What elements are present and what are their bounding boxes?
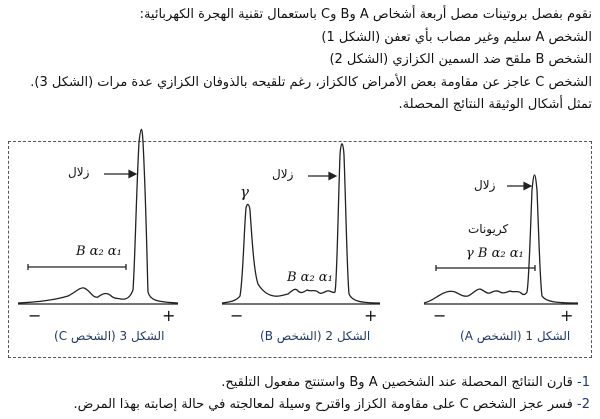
intro-line-1: نقوم بفصل بروتينات مصل أربعة أشخاص A وB وC باستعمال تقنية الهجرة الكهربائية: — [139, 7, 592, 22]
question-2-text: فسر عجز الشخص C على مقاومة الكزاز واقترح وسيلة لمعالجته في حالة إصابته بهذا المرض. — [73, 397, 573, 412]
intro-line-3: الشخص B ملقح ضد السمين الكزازي (الشكل 2) — [329, 52, 592, 67]
question-1-number: 1- — [577, 375, 590, 390]
questions — [6, 372, 590, 416]
graph1-plus-sign: + — [560, 306, 574, 325]
graph2-albumin-label: زلال — [272, 167, 294, 181]
graph3-minus-sign: − — [28, 306, 42, 325]
question-1 — [6, 372, 590, 394]
graph2-plus-sign: + — [364, 306, 378, 325]
graph1-curve — [424, 175, 578, 303]
graph2-minus-sign: − — [230, 306, 244, 325]
graph3-plus-sign: + — [162, 306, 176, 325]
graph3-curve — [18, 129, 178, 303]
graph3-bracket-label: B α₂ α₁ — [76, 244, 122, 259]
question-2 — [6, 394, 590, 416]
graph1-globulins-label: كريونات — [468, 222, 509, 236]
graph1-arrow-head-icon — [524, 183, 531, 190]
graph2-inline-label: B α₂ α₁ — [287, 270, 333, 285]
graph1-bracket-label: γ B α₂ α₁ — [466, 246, 524, 261]
graph3-caption: الشكل 3 (الشخص C) — [54, 329, 165, 343]
graph3-arrow-head-icon — [129, 171, 136, 178]
question-2-number: 2- — [577, 397, 590, 412]
question-1-text: قارن النتائج المحصلة عند الشخصين A وB واستنتج مفعول التلقيح. — [221, 375, 573, 390]
graph2-caption: الشكل 2 (الشخص B) — [260, 329, 371, 343]
intro-line-4: الشخص C عاجز عن مقاومة بعض الأمراض كالكزاز، رغم تلقيحه بالذوفان الكزازي عدة مرات (الشكل 3). — [30, 74, 592, 90]
graph1-albumin-label: زلال — [474, 178, 496, 192]
graph2-arrow-head-icon — [329, 173, 336, 180]
graph3-albumin-label: زلال — [68, 165, 90, 179]
graph2-gamma-label: γ — [240, 183, 249, 201]
graph1-minus-sign: − — [433, 306, 447, 325]
intro-line-5: تمثل أشكال الوثيقة النتائج المحصلة. — [398, 97, 592, 112]
graph1-caption: الشكل 1 (الشخص A) — [460, 329, 571, 343]
intro-line-2: الشخص A سليم وغير مصاب بأي تعفن (الشكل 1) — [321, 29, 592, 45]
